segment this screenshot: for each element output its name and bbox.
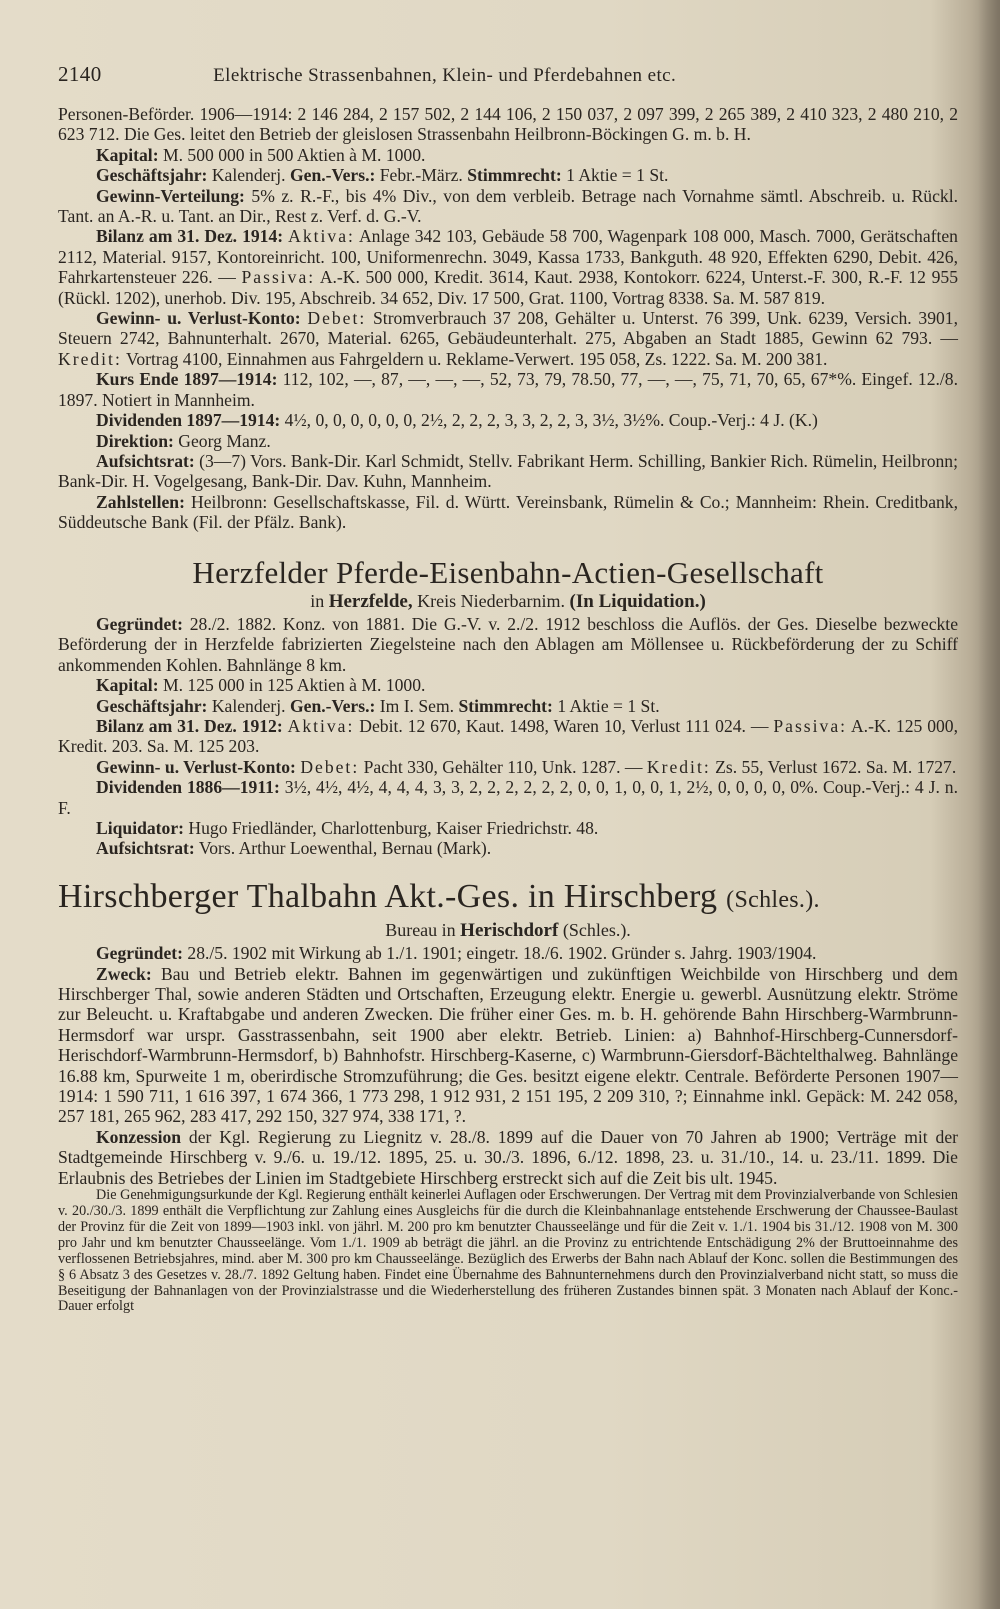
profit-distribution: Gewinn-Verteilung: 5% z. R.-F., bis 4% Div., von dem verbleib. Betrage nach Vornahme sämtl. Abschreib. u. Rückl. Tant. an A.-R. u. Tant. an Dir., Rest z. Verf. d. G.-V. — [58, 185, 959, 227]
passenger-stats-paragraph: Personen-Beförder. 1906—1914: 2 146 284, 2 157 502, 2 144 106, 2 150 037, 2 097 399, 2 265 389, 2 410 323, 2 480 210, 2 623 712. Die Ges. leitet den Betrieb der gleislosen Strassenbahn Heilbronn-Böckingen G. m. b. H. — [58, 104, 958, 145]
paying-agents: Zahlstellen: Heilbronn: Gesellschaftskasse, Fil. d. Württ. Vereinsbank, Rümelin & Co.; Mannheim: Rhein. Creditbank, Süddeutsche Bank (Fil. der Pfälz. Bank). — [58, 491, 958, 533]
supervisory-board: Aufsichtsrat: (3—7) Vors. Bank-Dir. Karl Schmidt, Stellv. Fabrikant Herm. Schilling, Bankier Rich. Rümelin, Heilbronn; Bank-Dir. H. Vogelgesang, Bank-Dir. Dav. Kuhn, Mannheim. — [58, 450, 958, 492]
running-title: Elektrische Strassenbahnen, Klein- und Pferdebahnen etc. — [213, 65, 677, 86]
fiscal-line: Geschäftsjahr: Kalenderj. Gen.-Vers.: Im I. Sem. Stimmrecht: 1 Aktie = 1 St. — [96, 695, 660, 716]
supervisory-board: Aufsichtsrat: Vors. Arthur Loewenthal, Bernau (Mark). — [96, 838, 492, 859]
text-column — [58, 104, 958, 1315]
purpose-paragraph: Zweck: Bau und Betrieb elektr. Bahnen im gegenwärtigen und zukünftigen Weichbilde von Hirschberg und dem Hirschberger Thal, sowie anderen Städten und Ortschaften, Erzeugung elektr. Energie u. gewerbl. Ausnützung elektr. Ströme zur Beleucht. u. Kraftabgabe und anderen Zwecken. Die früher einer Ges. m. b. H. gehörende Bahn Hirschberg-Warmbrunn-Hermsdorf war urspr. Gasstrassenbahn, seit 1900 aber elektr. Betrieb. Linien: a) Bahnhof-Hirschberg-Cunnersdorf-Herischdorf-Warmbrunn-Hermsdorf, b) Bahnhofstr. Hirschberg-Kaserne, c) Warmbrunn-Giersdorf-Bächtelthalweg. Bahnlänge 16.88 km, Spurweite 1 m, oberirdische Stromzuführung; die Ges. besitzt eigene elektr. Centrale. Beförderte Personen 1907—1914: 1 590 711, 1 616 397, 1 674 366, 1 773 298, 1 912 931, 2 151 195, 2 209 310, ?; Einnahme inkl. Gepäck: M. 242 058, 257 181, 265 962, 283 417, 292 150, 327 974, 338 171, ?. — [58, 963, 958, 1127]
founded-line: Gegründet: 28./5. 1902 mit Wirkung ab 1./1. 1901; eingetr. 18./6. 1902. Gründer s. Jahrg. 1903/1904. — [96, 943, 817, 964]
page-number: 2140 — [58, 62, 102, 86]
concession-paragraph: Konzession der Kgl. Regierung zu Liegnitz v. 28./8. 1899 auf die Dauer von 70 Jahren ab 1900; Verträge mit der Stadtgemeinde Hirschberg v. 9./6. u. 19./12. 1895, 25. u. 30./3. 1896, 6./12. 1898, 23. u. 31./10., 14. u. 23./11. 1899. Die Erlaubnis des Betriebes der Linien im Stadtgebiete Hirschberg erstreckt sich auf die Zeit bis ult. 1945. — [58, 1126, 958, 1188]
page-header — [58, 62, 928, 87]
dividends-line: Dividenden 1886—1911: 3½, 4½, 4½, 4, 4, 4, 3, 3, 2, 2, 2, 2, 2, 2, 0, 0, 1, 0, 0, 1, 2½, 0, 0, 0, 0, 0%. Coup.-Verj.: 4 J. n. F. — [58, 777, 958, 818]
founded-line: Gegründet: 28./2. 1882. Konz. von 1881. Die G.-V. v. 2./2. 1912 beschloss die Auflös. der Ges. Dieselbe bezweckte Beförderung der in Herzfelde fabrizierten Ziegelsteine nach den Ablagen am Möllensee u. Rückbeförderung der zu Schiff ankommenden Kohlen. Bahnlänge 8 km. — [58, 613, 958, 675]
capital-line: Kapital: M. 125 000 in 125 Aktien à M. 1000. — [96, 675, 426, 696]
profit-loss-account: Gewinn- u. Verlust-Konto: Debet: Stromverbrauch 37 208, Gehälter u. Unterst. 76 399, Unk. 6239, Versich. 3901, Steuern 2742, Bahnunterhalt. 2670, Material. 6265, Gebäudeunterhalt. 275, Abgaben an Stadt 1885, Gewinn 62 793. — Kredit: Vortrag 4100, Einnahmen aus Fahrgeldern u. Reklame-Verwert. 195 058, Zs. 1222. Sa. M. 200 381. — [58, 308, 958, 369]
dividends-line: Dividenden 1897—1914: 4½, 0, 0, 0, 0, 0, 0, 2½, 2, 2, 2, 3, 3, 2, 2, 3, 3½, 3½%. Coup.-Verj.: 4 J. (K.) — [96, 410, 818, 431]
company-title-herzfelder: Herzfelder Pferde-Eisenbahn-Actien-Gesellschaft — [192, 554, 824, 590]
company-subtitle-hirschberger: Bureau in Herischdorf (Schles.). — [385, 919, 631, 941]
management-line: Direktion: Georg Manz. — [96, 430, 271, 451]
balance-sheet: Bilanz am 31. Dez. 1912: Aktiva: Debit. 12 670, Kaut. 1498, Waren 10, Verlust 111 024. — Passiva: A.-K. 125 000, Kredit. 203. Sa. M. 125 203. — [58, 715, 959, 757]
company-title-hirschberger: Hirschberger Thalbahn Akt.-Ges. in Hirschberg (Schles.). — [58, 877, 820, 915]
page-edge-shadow — [978, 0, 1000, 1609]
capital-line: Kapital: M. 500 000 in 500 Aktien à M. 1000. — [96, 144, 426, 165]
liquidator-line: Liquidator: Hugo Friedländer, Charlottenburg, Kaiser Friedrichstr. 48. — [96, 818, 599, 838]
profit-loss-account: Gewinn- u. Verlust-Konto: Debet: Pacht 330, Gehälter 110, Unk. 1287. — Kredit: Zs. 55, Verlust 1672. Sa. M. 1727. — [96, 756, 957, 777]
fiscal-line: Geschäftsjahr: Kalenderj. Gen.-Vers.: Febr.-März. Stimmrecht: 1 Aktie = 1 St. — [96, 165, 669, 186]
concession-footnote: Die Genehmigungsurkunde der Kgl. Regierung enthält keinerlei Auflagen oder Erschwerungen. Der Vertrag mit dem Provinzialverbande von Schlesien v. 20./30./3. 1899 enthält die Verpflichtung zur Zahlung eines Ausgleichs für die durch die Kleinbahnanlage entstehende Erschwerung der Chaussee-Baulast der Provinz für die Zeit von 1899—1903 inkl. von jährl. M. 200 pro km benutzter Chausseelänge und für die Zeit v. 1./1. 1904 bis 31./12. 1908 von M. 300 pro Jahr und km benutzter Chausseelänge. Vom 1./1. 1909 ab beträgt die jährl. an die Provinz zu entrichtende Entschädigung 2% der Bruttoeinnahme des verflossenen Betriebsjahres, mind. aber M. 300 pro km Chausseelänge. Bezüglich des Erwerbs der Bahn nach Ablauf der Konc. sollen die Bestimmungen des § 6 Absatz 3 des Gesetzes v. 28./7. 1892 Geltung haben. Findet eine Übernahme des Bahnunternehmens durch den Provinzialverband nicht statt, so muss die Beseitigung der Bahnanlagen von der Provinzialstrasse und die Wiederherstellung des früheren Zustandes binnen spät. 3 Monaten nach Ablauf der Konc.-Dauer erfolgt — [58, 1187, 958, 1315]
company-subtitle-herzfelder: in Herzfelde, Kreis Niederbarnim. (In Liquidation.) — [310, 590, 706, 612]
balance-sheet: Bilanz am 31. Dez. 1914: Aktiva: Anlage 342 103, Gebäude 58 700, Wagenpark 108 000, Masch. 7000, Gerätschaften 2112, Material. 9157, Kontoreinricht. 100, Uniformenrechn. 3049, Kassa 1733, Bankguth. 48 920, Effekten 6290, Debit. 426, Fahrkartensteuer 226. — Passiva: A.-K. 500 000, Kredit. 3614, Kaut. 2938, Kontokorr. 6224, Unterst.-F. 300, R.-F. 12 955 (Rückl. 1202), unerhob. Div. 195, Abschreib. 34 652, Div. 17 500, Grat. 1100, Vortrag 8338. Sa. M. 587 819. — [58, 226, 958, 308]
share-price-history: Kurs Ende 1897—1914: 112, 102, —, 87, —, —, —, 52, 73, 79, 78.50, 77, —, —, 75, 71, 70, 65, 67*%. Eingef. 12./8. 1897. Notiert in Mannheim. — [58, 369, 958, 410]
